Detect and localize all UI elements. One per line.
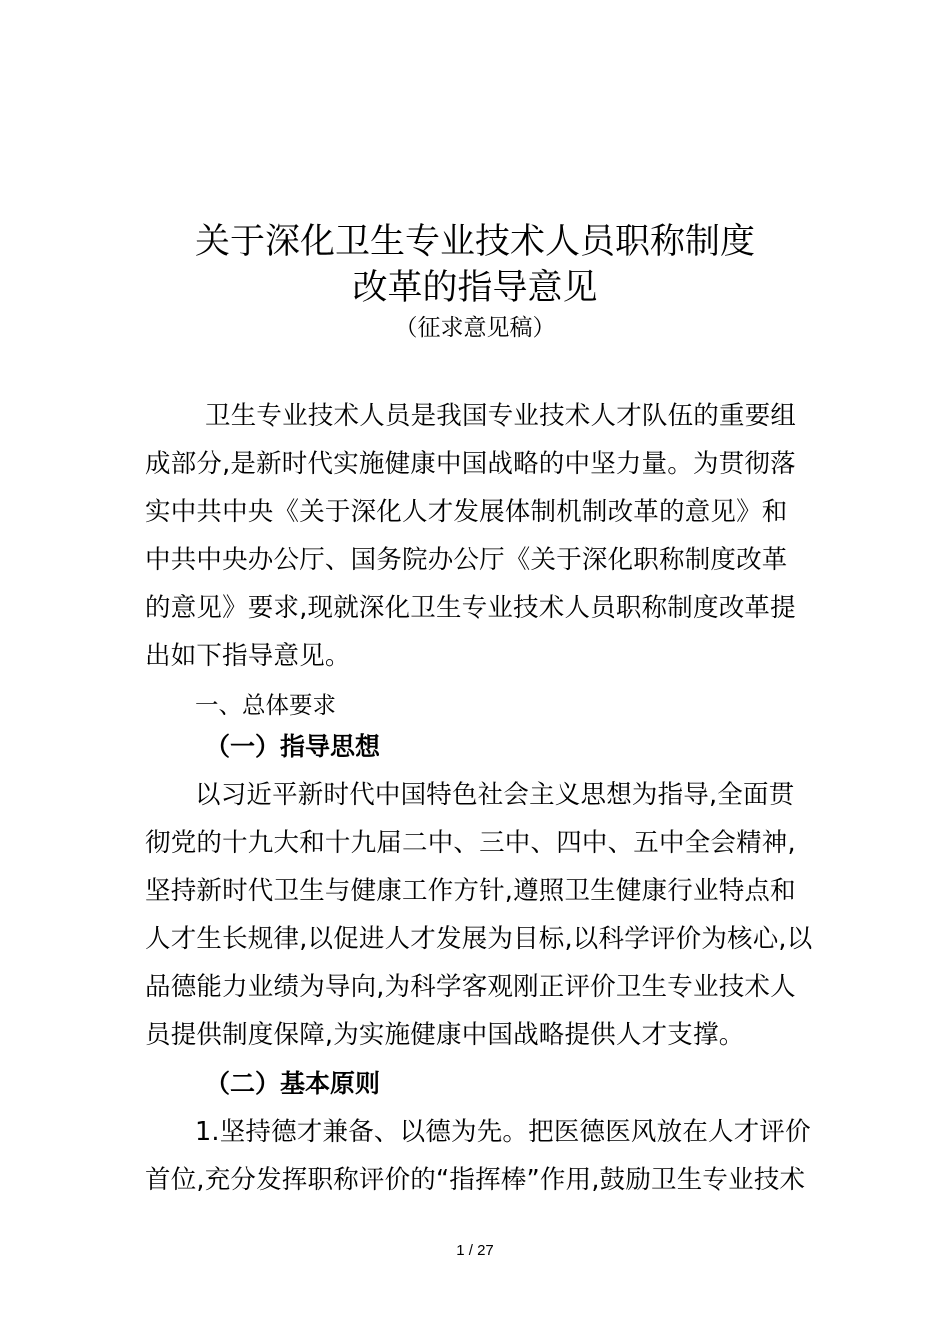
paragraph-line: 彻党的十九大和十九届二中、三中、四中、五中全会精神, — [145, 828, 796, 858]
subsection-heading: （二）基本原则 — [205, 1069, 381, 1098]
intro-line: 卫生专业技术人员是我国专业技术人才队伍的重要组 — [205, 401, 797, 431]
document-title-line-2: 改革的指导意见 — [352, 268, 598, 308]
document-title-line-1: 关于深化卫生专业技术人员职称制度 — [194, 222, 755, 262]
document-subtitle: （征求意见稿） — [394, 315, 556, 341]
paragraph-line: 以习近平新时代中国特色社会主义思想为指导,全面贯 — [195, 780, 795, 810]
intro-line: 实中共中央《关于深化人才发展体制机制改革的意见》和 — [145, 497, 788, 527]
intro-line: 出如下指导意见。 — [145, 641, 351, 671]
paragraph-line: 品德能力业绩为导向,为科学客观刚正评价卫生专业技术人 — [145, 972, 796, 1002]
paragraph-line: 员提供制度保障,为实施健康中国战略提供人才支撑。 — [145, 1020, 745, 1050]
paragraph-line: 人才生长规律,以促进人才发展为目标,以科学评价为核心,以 — [145, 924, 813, 954]
page-indicator: 1 / 27 — [456, 1242, 494, 1259]
intro-line: 成部分,是新时代实施健康中国战略的中坚力量。为贯彻落 — [145, 449, 796, 479]
subsection-heading: （一）指导思想 — [205, 732, 381, 761]
intro-line: 的意见》要求,现就深化卫生专业技术人员职称制度改革提 — [145, 593, 796, 623]
paragraph-line: 首位,充分发挥职称评价的“指挥棒”作用,鼓励卫生专业技术 — [145, 1165, 806, 1195]
intro-line: 中共中央办公厅、国务院办公厅《关于深化职称制度改革 — [145, 545, 788, 575]
paragraph-line: 1.坚持德才兼备、以德为先。把医德医风放在人才评价 — [195, 1117, 811, 1147]
paragraph-line: 坚持新时代卫生与健康工作方针,遵照卫生健康行业特点和 — [145, 876, 796, 906]
section-heading: 一、总体要求 — [195, 691, 336, 719]
